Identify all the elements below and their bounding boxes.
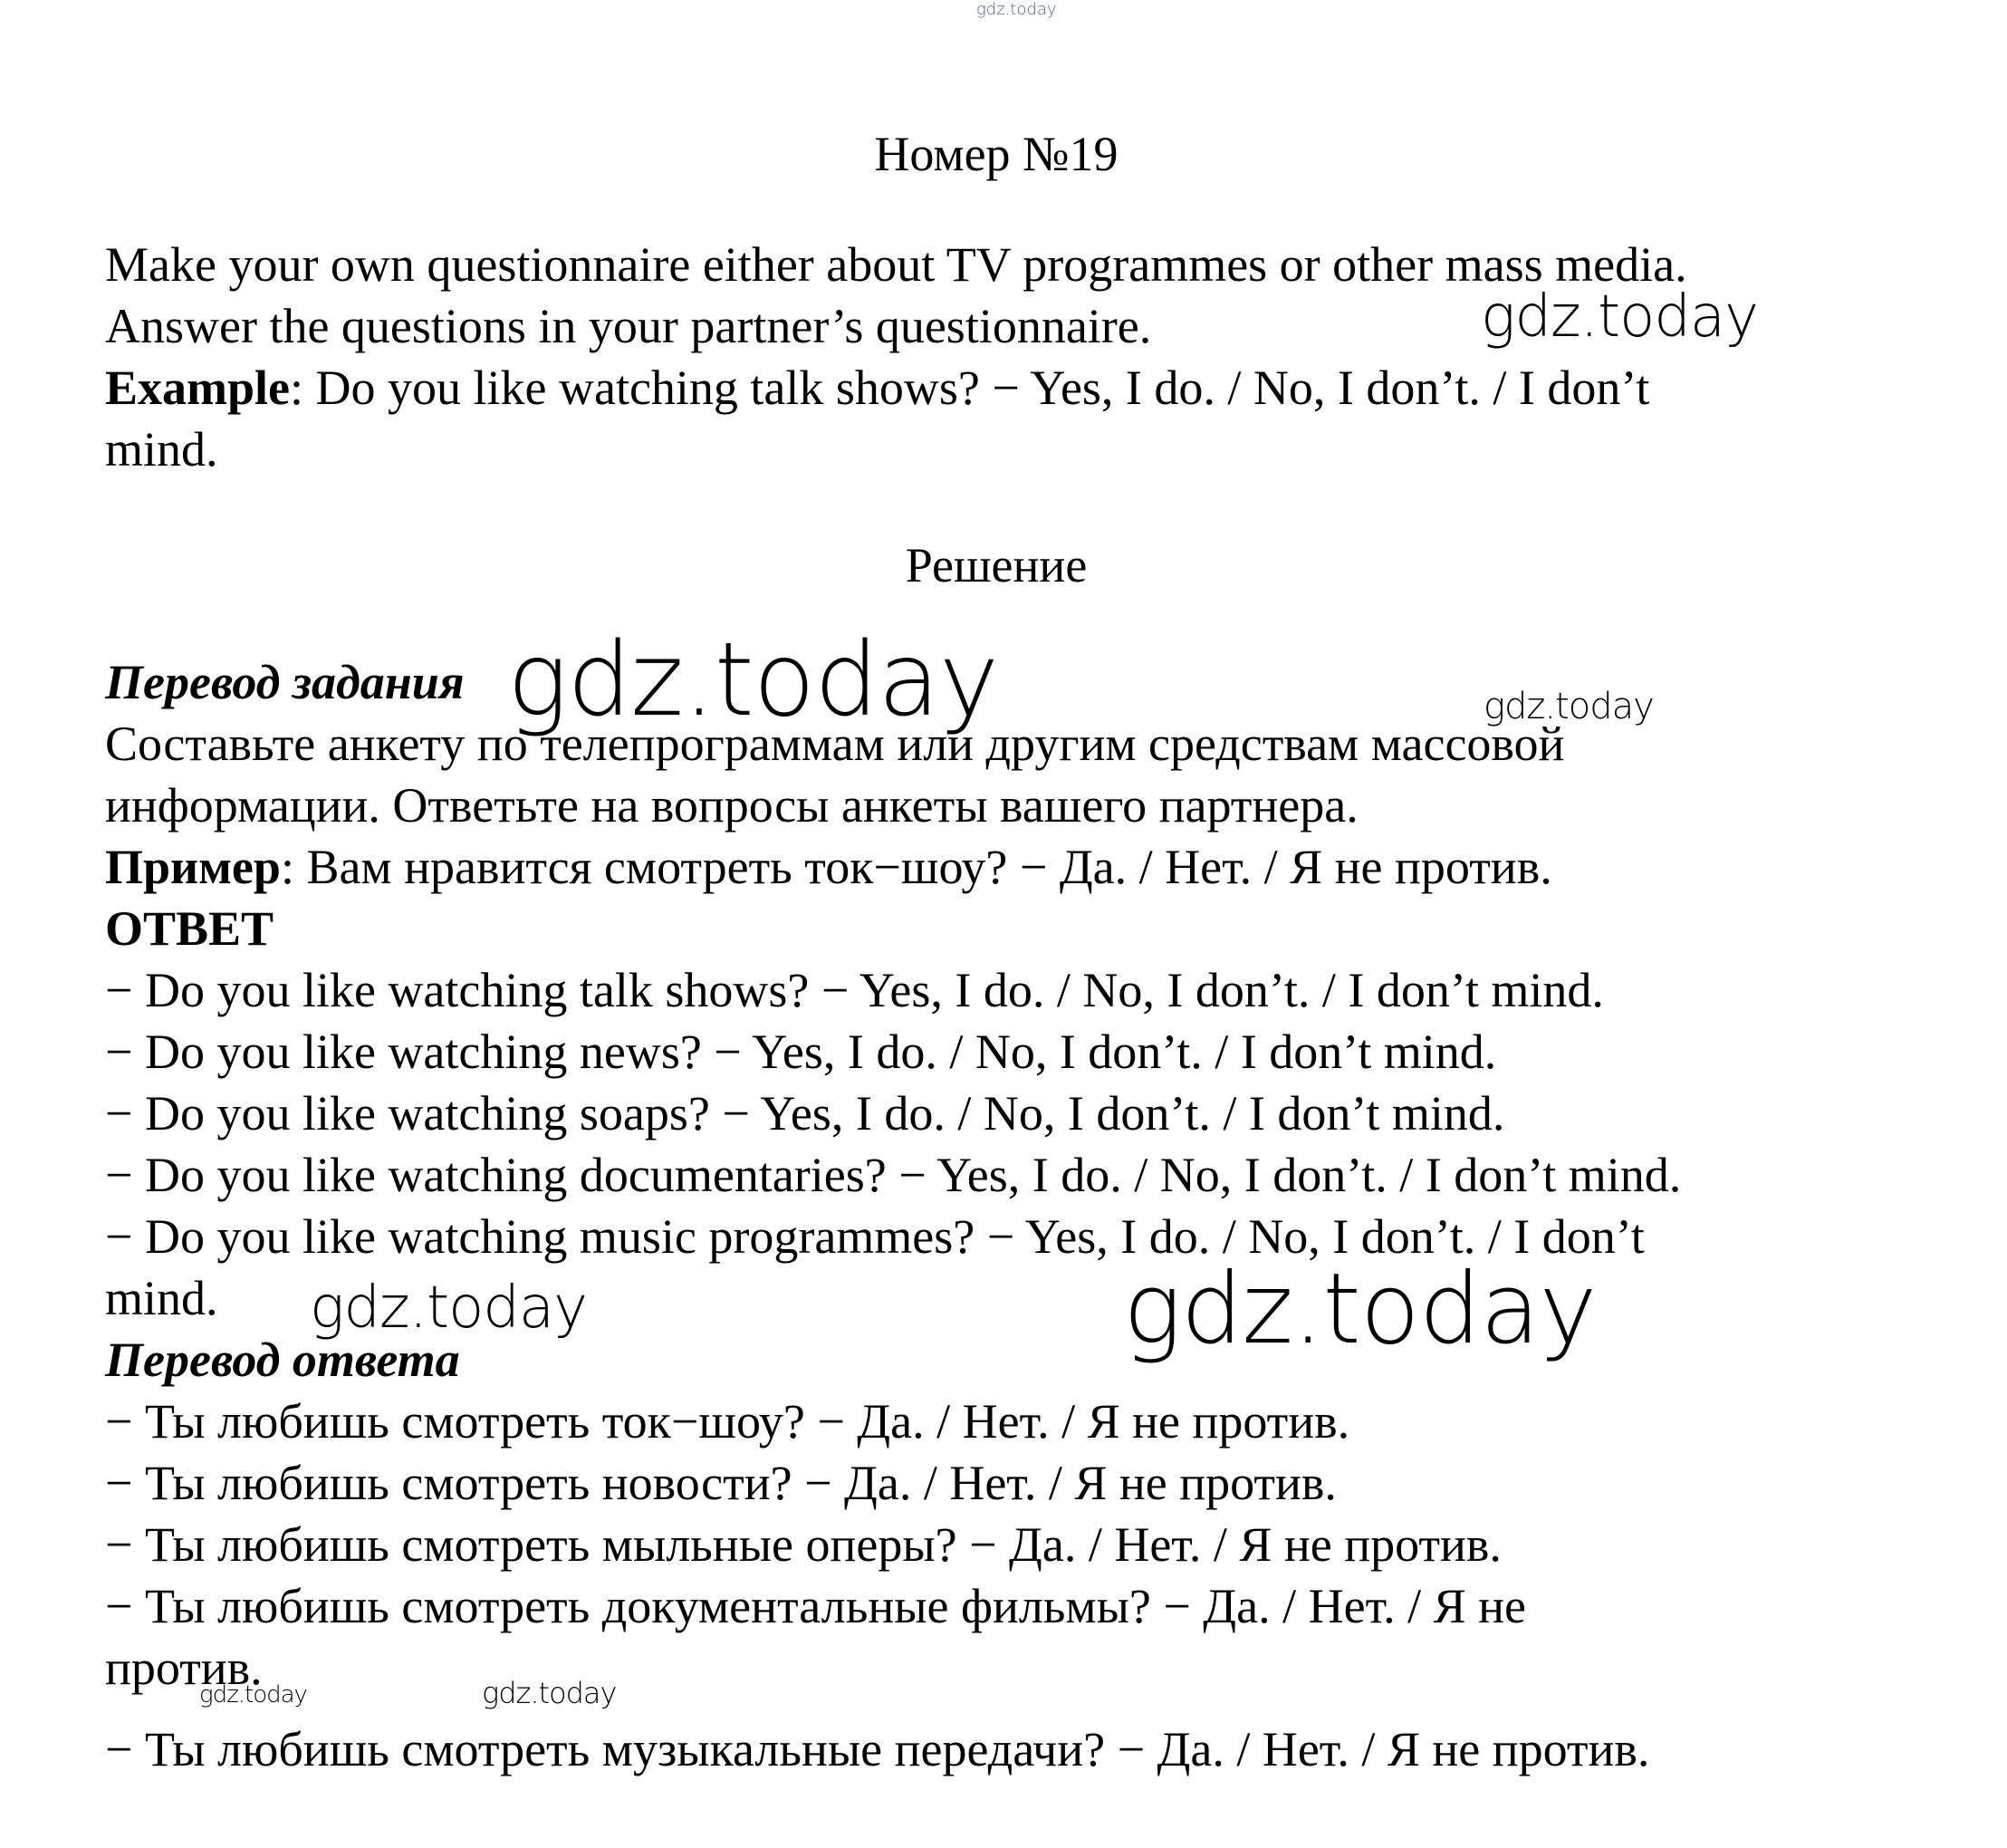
- answer-translation-line: против.: [105, 1641, 263, 1695]
- task-example: [105, 357, 1687, 419]
- watermark: gdz.today: [1481, 284, 1758, 351]
- translation-section: [105, 651, 1681, 1780]
- translation-label: Перевод задания: [105, 655, 465, 709]
- task-line-2: Answer the questions in your partner’s questionnaire.: [105, 299, 1152, 353]
- watermark: gdz.today: [199, 1681, 307, 1708]
- example-label: Example: [105, 361, 291, 415]
- watermark: gdz.today: [1123, 1253, 1597, 1366]
- translation-example: [105, 836, 1681, 898]
- watermark: gdz.today: [310, 1275, 587, 1342]
- task-example-cont: mind.: [105, 422, 218, 476]
- watermark: gdz.today: [1484, 686, 1654, 727]
- watermark: gdz.today: [482, 1676, 617, 1710]
- answer-translation-label: Перевод ответа: [105, 1333, 460, 1387]
- answer-translation-line: − Ты любишь смотреть ток−шоу? − Да. / Нет. / Я не против.: [105, 1394, 1350, 1449]
- page-title: Номер №19: [874, 127, 1119, 181]
- translation-example-text: : Вам нравится смотреть ток−шоу? − Да. / Нет. / Я не против.: [280, 840, 1552, 894]
- watermark-top: gdz.today: [976, 0, 1057, 19]
- answer-translation-line: − Ты любишь смотреть мыльные оперы? − Да. / Нет. / Я не против.: [105, 1517, 1502, 1572]
- watermark: gdz.today: [507, 621, 999, 739]
- answer-translation-line: − Ты любишь смотреть документальные фильмы? − Да. / Нет. / Я не: [105, 1579, 1527, 1633]
- example-text: : Do you like watching talk shows? − Yes, I do. / No, I don’t. / I don’t: [290, 361, 1650, 415]
- answer-line: − Do you like watching music programmes? − Yes, I do. / No, I don’t. / I don’t: [105, 1209, 1645, 1264]
- answer-line: − Do you like watching soaps? − Yes, I do. / No, I don’t. / I don’t mind.: [105, 1086, 1505, 1141]
- solution-heading: Решение: [905, 538, 1088, 592]
- answer-line: − Do you like watching documentaries? − Yes, I do. / No, I don’t. / I don’t mind.: [105, 1148, 1682, 1202]
- translation-example-label: Пример: [105, 840, 281, 894]
- answer-label: ОТВЕТ: [105, 901, 274, 956]
- task-text: [105, 234, 1687, 480]
- answer-line: − Do you like watching news? − Yes, I do. / No, I don’t. / I don’t mind.: [105, 1025, 1497, 1079]
- translation-line-2: информации. Ответьте на вопросы анкеты вашего партнера.: [105, 778, 1359, 833]
- translation-line-1: Составьте анкету по телепрограммам или другим средствам массовой: [105, 717, 1565, 771]
- answer-line: mind.: [105, 1271, 218, 1325]
- answer-line: − Do you like watching talk shows? − Yes, I do. / No, I don’t. / I don’t mind.: [105, 963, 1604, 1017]
- answer-translation-line: − Ты любишь смотреть новости? − Да. / Нет. / Я не против.: [105, 1456, 1337, 1510]
- task-line-1: Make your own questionnaire either about TV programmes or other mass media.: [105, 237, 1687, 292]
- answer-translation-line: − Ты любишь смотреть музыкальные передачи? − Да. / Нет. / Я не против.: [105, 1722, 1650, 1776]
